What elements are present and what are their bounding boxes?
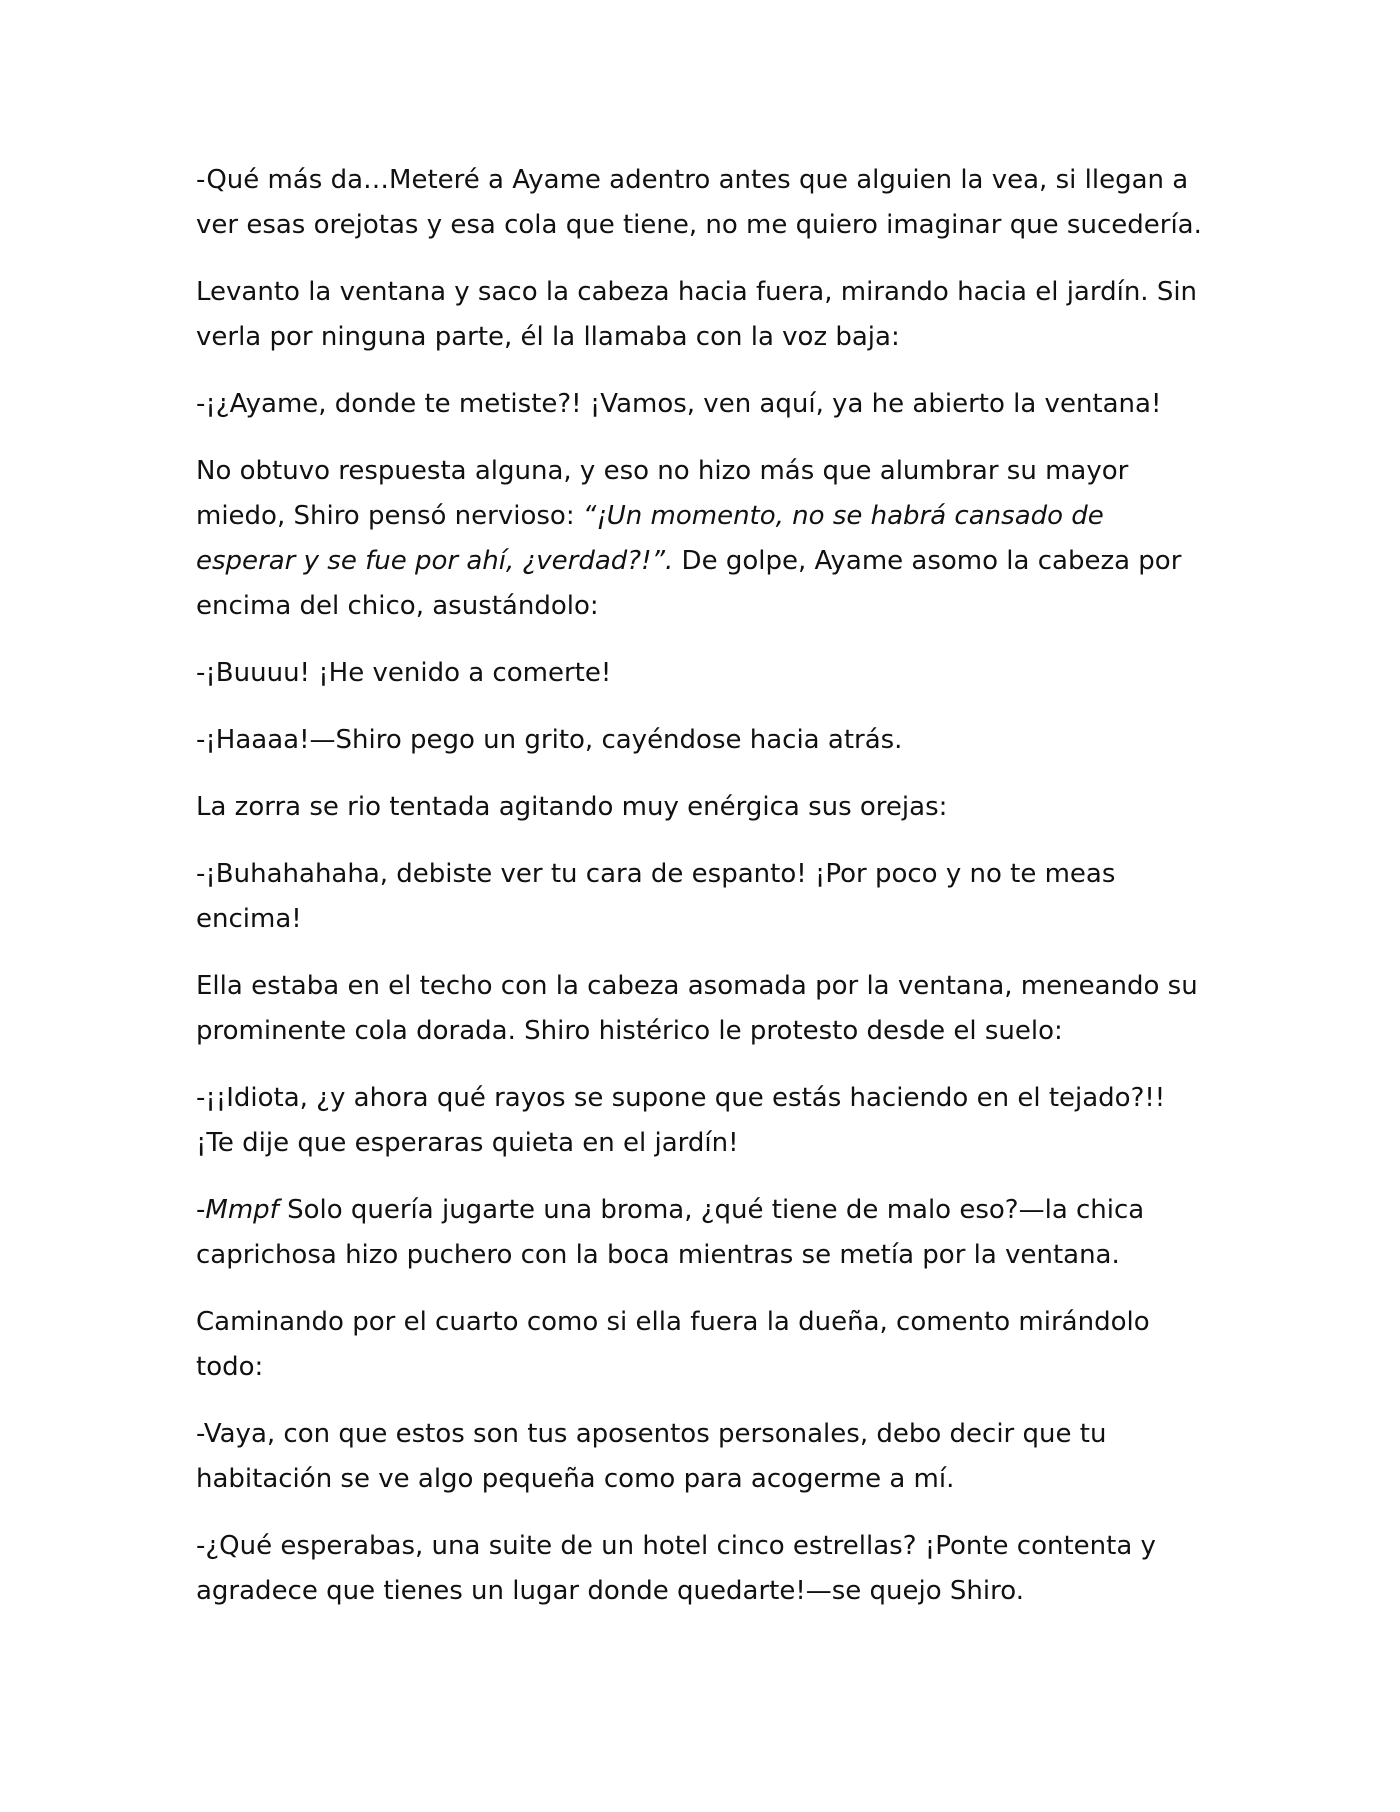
- paragraph-text: -¡¡Idiota, ¿y ahora qué rayos se supone que estás haciendo en el tejado?!! ¡Te dije que esperaras quieta en el jardín!: [196, 1083, 1166, 1158]
- italic-text: “¡Un momento, no se habrá cansado de esperar y se fue por ahí, ¿verdad?!”.: [196, 501, 1104, 576]
- paragraph: [196, 1300, 1204, 1390]
- paragraph: [196, 158, 1204, 248]
- paragraph: [196, 651, 1204, 696]
- paragraph: [196, 1412, 1204, 1502]
- italic-text: Mmpf: [205, 1195, 279, 1225]
- paragraph: [196, 1188, 1204, 1278]
- paragraph-text: Solo quería jugarte una broma, ¿qué tiene de malo eso?—la chica caprichosa hizo puchero con la boca mientras se metía por la ventana.: [196, 1195, 1145, 1270]
- document-body: [196, 158, 1204, 1614]
- paragraph-text: No obtuvo respuesta alguna, y eso no hizo más que alumbrar su mayor miedo, Shiro pensó nervioso:: [196, 456, 1129, 531]
- paragraph: [196, 785, 1204, 830]
- paragraph: [196, 852, 1204, 942]
- paragraph: [196, 270, 1204, 360]
- paragraph-text: -Qué más da…Meteré a Ayame adentro antes que alguien la vea, si llegan a ver esas orejotas y esa cola que tiene, no me quiero imaginar que sucedería.: [196, 165, 1202, 240]
- paragraph-text: Levanto la ventana y saco la cabeza hacia fuera, mirando hacia el jardín. Sin verla por ninguna parte, él la llamaba con la voz baja:: [196, 277, 1198, 352]
- paragraph: [196, 382, 1204, 427]
- paragraph: [196, 1524, 1204, 1614]
- paragraph: [196, 449, 1204, 629]
- paragraph: [196, 718, 1204, 763]
- paragraph-text: Caminando por el cuarto como si ella fuera la dueña, comento mirándolo todo:: [196, 1307, 1150, 1382]
- paragraph-text: -¡Buuuu! ¡He venido a comerte!: [196, 658, 612, 688]
- paragraph-text: -: [196, 1195, 206, 1225]
- paragraph-text: -¡Buhahahaha, debiste ver tu cara de espanto! ¡Por poco y no te meas encima!: [196, 859, 1116, 934]
- paragraph-text: -¿Qué esperabas, una suite de un hotel cinco estrellas? ¡Ponte contenta y agradece que tienes un lugar donde quedarte!—se quejo Shiro.: [196, 1531, 1156, 1606]
- paragraph-text: -¡¿Ayame, donde te metiste?! ¡Vamos, ven aquí, ya he abierto la ventana!: [196, 389, 1162, 419]
- paragraph-text: La zorra se rio tentada agitando muy enérgica sus orejas:: [196, 792, 948, 822]
- paragraph: [196, 1076, 1204, 1166]
- paragraph-text: Ella estaba en el techo con la cabeza asomada por la ventana, meneando su prominente cola dorada. Shiro histérico le protesto desde el suelo:: [196, 971, 1198, 1046]
- paragraph-text: De golpe, Ayame asomo la cabeza por encima del chico, asustándolo:: [196, 546, 1182, 621]
- paragraph-text: -¡Haaaa!—Shiro pego un grito, cayéndose hacia atrás.: [196, 725, 903, 755]
- paragraph-text: -Vaya, con que estos son tus aposentos personales, debo decir que tu habitación se ve algo pequeña como para acogerme a mí.: [196, 1419, 1107, 1494]
- paragraph: [196, 964, 1204, 1054]
